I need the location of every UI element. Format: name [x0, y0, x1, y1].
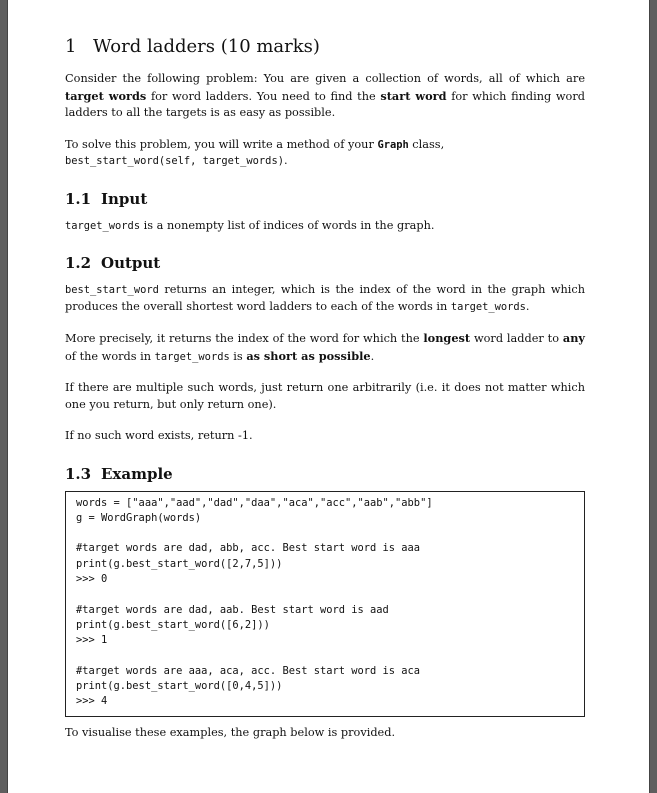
subsection-title: Output	[101, 254, 161, 272]
intro-paragraph-1	[65, 71, 585, 122]
text-span: for which finding word ladders to all the targets is as easy as possible.	[65, 89, 585, 119]
output-paragraph-2	[65, 330, 585, 365]
inline-code: target_words	[450, 300, 526, 313]
bold-text: as short as possible	[246, 348, 371, 363]
bold-text: any	[562, 331, 585, 345]
text-span: .	[283, 154, 288, 167]
subsection-heading-output	[65, 254, 585, 272]
inline-code: best_start_word	[65, 284, 159, 296]
subsection-title: Input	[101, 189, 148, 208]
section-title: Word ladders (10 marks)	[93, 36, 320, 57]
text-span: word ladder to	[470, 332, 563, 345]
output-paragraph-3: If there are multiple such words, just return one arbitrarily (i.e. it does not matter which one you return, but only return one).	[65, 381, 585, 411]
inline-code: Graph	[377, 138, 409, 151]
inline-code: best_start_word(self, target_words)	[65, 155, 284, 167]
inline-code: target_words	[65, 219, 141, 232]
text-span: is a nonempty list of indices of words in the graph.	[140, 218, 435, 232]
text-span: More precisely, it returns the index of the word for which the	[65, 332, 424, 345]
section-number: 1	[65, 36, 77, 57]
text-span: Consider the following problem: You are given a collection of words, all of which are	[65, 72, 585, 85]
subsection-heading-input	[65, 190, 585, 208]
text-span: To solve this problem, you will write a method of your	[65, 137, 378, 151]
subsection-number: 1.2	[65, 254, 92, 272]
subsection-title: Example	[101, 464, 173, 483]
output-paragraph-4: If no such word exists, return -1.	[65, 429, 253, 442]
inline-code: target_words	[154, 350, 230, 363]
subsection-number: 1.3	[65, 464, 92, 483]
intro-paragraph-2	[65, 137, 585, 170]
text-span: for word ladders. You need to find the	[146, 89, 381, 103]
document-page	[7, 0, 650, 793]
subsection-number: 1.1	[65, 189, 92, 208]
text-span: .	[370, 349, 375, 363]
section-heading	[65, 36, 585, 58]
text-span: is	[229, 349, 247, 363]
example-caption: To visualise these examples, the graph below is provided.	[65, 725, 396, 739]
subsection-heading-example	[65, 465, 585, 483]
example-code-block: words = ["aaa","aad","dad","daa","aca","acc","aab","abb"] g = WordGraph(words) #target words are dad, abb, acc. Best start word is aaa print(g.best_start_word([2,7,5])) >>> 0 #target words are dad, aab. Best start word is aad print(g.best_start_word([6,2])) >>> 1 #target words are aaa, aca, acc. Best start word is aca print(g.best_start_word([0,4,5])) >>> 4	[65, 491, 585, 717]
bold-text: start word	[380, 88, 447, 103]
document-content	[65, 36, 585, 741]
input-paragraph	[65, 218, 585, 235]
text-span: returns an integer, which is the index of the word in the graph which produces the overall shortest word ladders to each of the words in	[65, 283, 585, 313]
bold-text: target words	[65, 88, 147, 103]
text-span: of the words in	[65, 349, 155, 363]
bold-text: longest	[423, 331, 471, 345]
output-paragraph-1	[65, 282, 585, 315]
text-span: class,	[408, 137, 445, 151]
text-span: .	[525, 299, 530, 313]
